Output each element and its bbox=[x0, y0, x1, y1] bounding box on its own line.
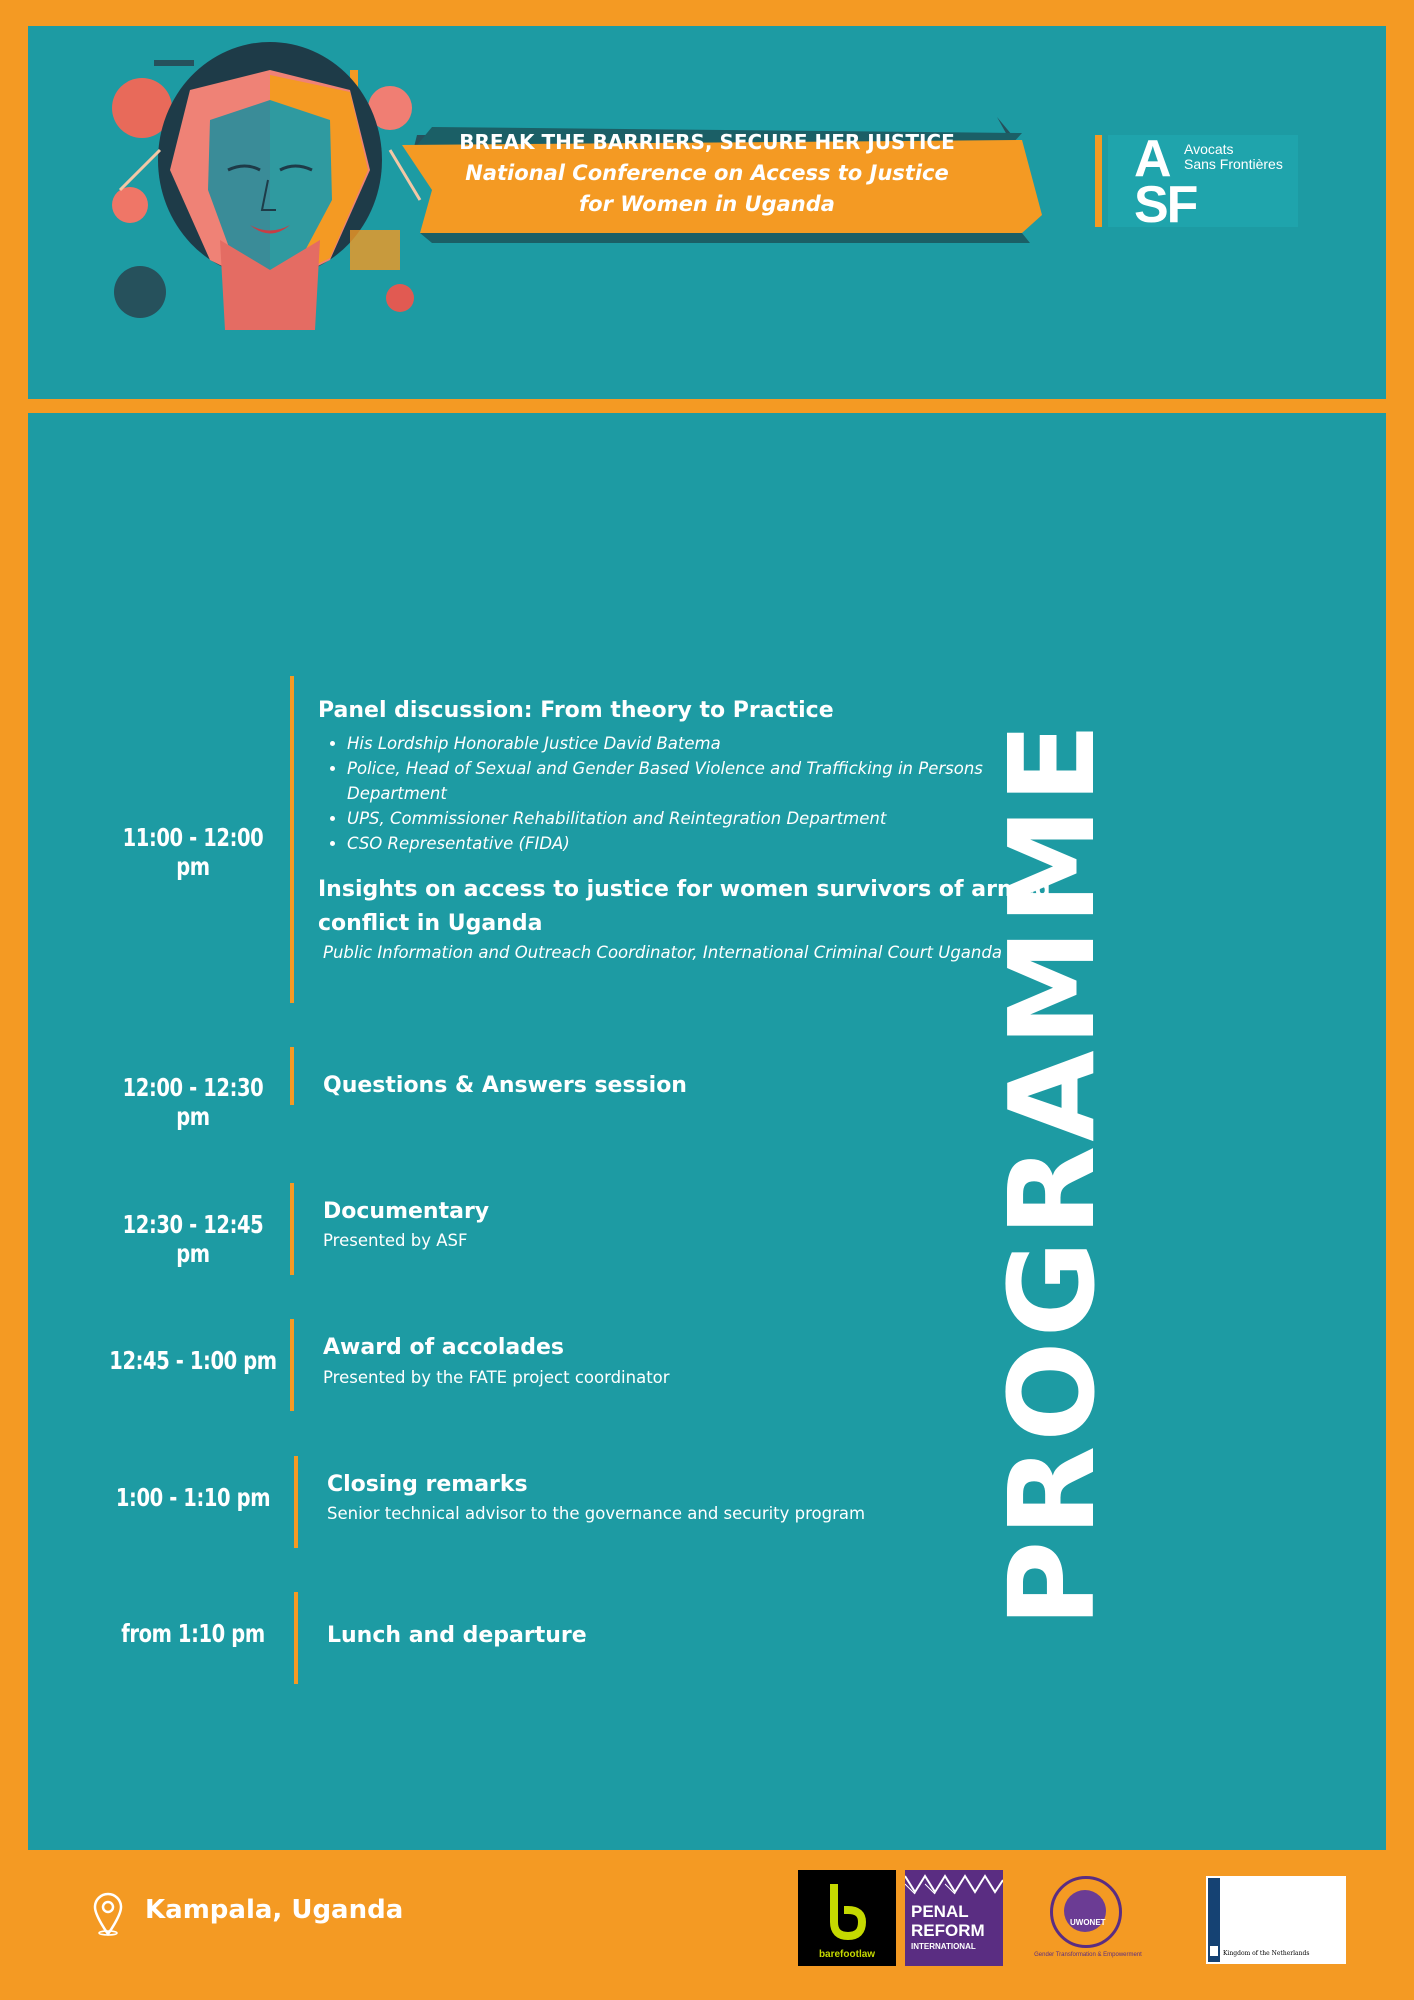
penal-line2: REFORM bbox=[911, 1921, 985, 1940]
time-slot: 12:30 - 12:45 pm bbox=[122, 1210, 264, 1268]
asf-logo bbox=[1095, 130, 1310, 260]
uwonet-label: UWONET bbox=[1070, 1918, 1106, 1927]
session-presenter: Presented by ASF bbox=[323, 1231, 468, 1250]
event-location: Kampala, Uganda bbox=[145, 1895, 404, 1925]
session-title: Documentary bbox=[323, 1199, 490, 1224]
asf-logo-mark-a: A bbox=[1134, 130, 1170, 188]
timeline-divider bbox=[294, 1592, 298, 1684]
barefoot-mark-icon bbox=[826, 1882, 866, 1940]
woman-portrait-illustration bbox=[100, 30, 430, 340]
zigzag-pattern-icon bbox=[905, 1874, 1003, 1896]
barefoot-wordmark: barefootlaw bbox=[818, 1949, 876, 1960]
location-pin-icon bbox=[92, 1892, 124, 1936]
banner-headline: BREAK THE BARRIERS, SECURE HER JUSTICE bbox=[459, 130, 955, 154]
session-presenter: Senior technical advisor to the governance and security program bbox=[327, 1504, 866, 1523]
netherlands-logo bbox=[1206, 1876, 1346, 1964]
banner-text bbox=[402, 127, 1012, 220]
asf-logo-box bbox=[1108, 130, 1298, 234]
penal-reform-international-logo bbox=[905, 1870, 1003, 1966]
banner-subtitle-line2: for Women in Uganda bbox=[579, 192, 835, 216]
session-title: Award of accolades bbox=[323, 1335, 564, 1360]
panelist-item: • UPS, Commissioner Rehabilitation and Reintegration Department bbox=[347, 806, 1087, 831]
timeline-divider bbox=[294, 1456, 298, 1548]
timeline-divider bbox=[290, 676, 294, 1003]
asf-logo-mark-sf: SF bbox=[1134, 176, 1197, 234]
panelist-item: • CSO Representative (FIDA) bbox=[347, 831, 1087, 856]
timeline-divider bbox=[290, 1047, 294, 1105]
time-slot: from 1:10 pm bbox=[121, 1619, 265, 1648]
timeline-divider bbox=[290, 1319, 294, 1411]
asf-logo-name-line2: Sans Frontières bbox=[1184, 156, 1283, 172]
programme-panel bbox=[28, 413, 1386, 1850]
programme-heading: PROGRAMME bbox=[983, 718, 1121, 1628]
nl-crest-icon bbox=[1210, 1946, 1218, 1956]
banner-subtitle-line1: National Conference on Access to Justice bbox=[465, 161, 949, 185]
session-presenter: Presented by the FATE project coordinator bbox=[323, 1368, 670, 1387]
penal-line3: INTERNATIONAL bbox=[911, 1942, 976, 1951]
time-slot: 1:00 - 1:10 pm bbox=[115, 1483, 271, 1512]
time-slot: 11:00 - 12:00 pm bbox=[122, 823, 264, 881]
session-title: Closing remarks bbox=[327, 1472, 528, 1497]
session-title: Lunch and departure bbox=[327, 1623, 587, 1648]
asf-logo-bar bbox=[1095, 135, 1102, 227]
nl-wordmark: Kingdom of the Netherlands bbox=[1223, 1950, 1310, 1957]
panelist-item: • Police, Head of Sexual and Gender Based Violence and Trafficking in Persons Department bbox=[347, 756, 1087, 806]
session-title: Questions & Answers session bbox=[323, 1073, 687, 1098]
time-slot: 12:45 - 1:00 pm bbox=[109, 1346, 277, 1375]
timeline-divider bbox=[290, 1183, 294, 1275]
asf-logo-name-line1: Avocats bbox=[1184, 141, 1234, 157]
time-slot: 12:00 - 12:30 pm bbox=[122, 1073, 264, 1131]
panelist-list bbox=[321, 731, 1087, 856]
footer-bar bbox=[0, 1850, 1414, 2000]
session-title-insights: Insights on access to justice for women survivors of armed conflict in Uganda bbox=[318, 877, 1051, 936]
session-speaker: Public Information and Outreach Coordinator, International Criminal Court Uganda bbox=[323, 943, 1002, 962]
uwonet-logo bbox=[1028, 1868, 1148, 1968]
session-title: Panel discussion: From theory to Practice bbox=[318, 698, 834, 723]
panelist-item: • His Lordship Honorable Justice David Batema bbox=[347, 731, 1087, 756]
barefootlaw-logo bbox=[798, 1870, 896, 1966]
penal-line1: PENAL bbox=[911, 1902, 969, 1921]
uwonet-tagline: Gender Transformation & Empowerment bbox=[1034, 1952, 1142, 1958]
